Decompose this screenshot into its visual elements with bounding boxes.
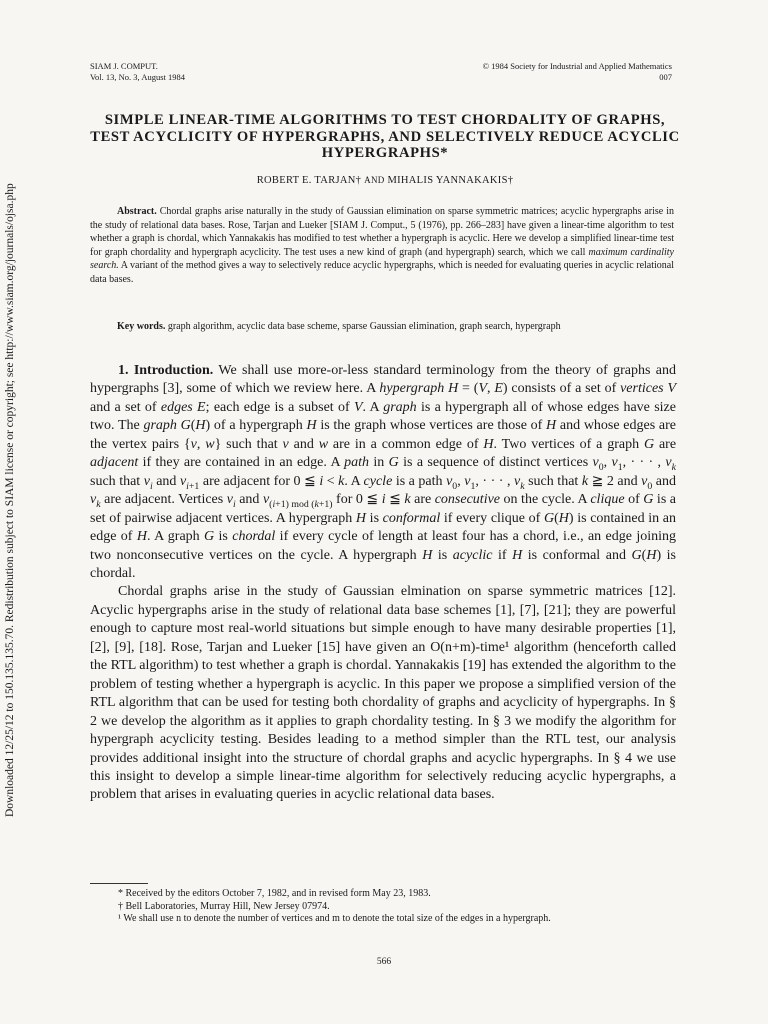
footnote-divider bbox=[90, 883, 148, 884]
footnote-received: * Received by the editors October 7, 1982, and in revised form May 23, 1983. bbox=[118, 888, 431, 899]
author-line bbox=[90, 175, 680, 186]
author-1: ROBERT E. TARJAN† bbox=[256, 175, 362, 186]
journal-header bbox=[90, 61, 672, 83]
footnote-affiliation: † Bell Laboratories, Murray Hill, New Jersey 07974. bbox=[118, 900, 330, 912]
abstract bbox=[90, 205, 674, 286]
keywords-text: graph algorithm, acyclic data base scheme, sparse Gaussian elimination, graph search, hypergraph bbox=[167, 321, 561, 332]
copyright-notice: © 1984 Society for Industrial and Applied Mathematics bbox=[482, 61, 672, 71]
intro-paragraph-2: Chordal graphs arise in the study of Gaussian elmination on sparse symmetric matrices [12]. Acyclic hypergraphs arise in the study of relational data base schemes [1], [7], [21]; they are powerful enough to capture most real-world situations but simple enough to have many desirable properties [1], [2], [9], [18]. Rose, Tarjan and Lueker [15] have given an O(n+m)-time¹ algorithm (henceforth called the RTL algorithm) to test whether a graph is chordal. Yannakakis [19] has extended the algorithm to the problem of testing whether a hypergraph is acyclic. In this paper we propose a simplified version of the RTL algorithm that can be used for testing both chordality of graphs and acyclicity of hypergraphs. In § 2 we develop the algorithm as it applies to graph chordality testing. In § 3 we modify the algorithm for hypergraph acyclicity testing. Besides leading to a method simpler than the RTL test, our analysis provides additional insight into the structure of chordal graphs and acyclic hypergraphs. In § 4 we use this insight to develop a simple linear-time algorithm for selectively reducing acyclic hypergraphs, a problem that arises in evaluating queries in acyclic relational data bases. bbox=[90, 584, 676, 803]
section-heading: 1. Introduction. bbox=[118, 363, 214, 378]
journal-name: SIAM J. COMPUT. bbox=[90, 61, 158, 71]
article-code: 007 bbox=[659, 72, 672, 82]
footnotes bbox=[90, 888, 676, 926]
download-notice: Downloaded 12/25/12 to 150.135.135.70. Redistribution subject to SIAM license or copyright; see http://www.siam.org/journals/ojsa.php bbox=[4, 183, 16, 817]
intro-paragraph-1: 1. Introduction. We shall use more-or-less standard terminology from the theory of graphs and hypergraphs [3], some of which we review here. A hypergraph H = (V, E) consists of a set of vertices V and a set of edges E; each edge is a subset of V. A graph is a hypergraph all of whose edges have size two. The graph G(H) of a hypergraph H is the graph whose vertices are those of H and whose edges are the vertex pairs {v, w} such that v and w are in a common edge of H. Two vertices of a graph G are adjacent if they are contained in an edge. A path in G is a sequence of distinct vertices $v_0$, $v_1$, · · · , $v_k$ such that $v_i$ and $v_{i+1}$ are adjacent for 0 ≦ i < k. A cycle is a path $v_0$, $v_1$, · · · , $v_k$ such that k ≧ 2 and $v_0$ and $v_k$ are adjacent. Vertices $v_i$ and $v_{(i+1) mod (k+1)}$ for 0 ≦ i ≦ k are consecutive on the cycle. A clique of G is a set of pairwise adjacent vertices. A hypergraph H is conformal if every clique of G(H) is contained in an edge of H. A graph G is chordal if every cycle of length at least four has a chord, i.e., an edge joining two nonconsecutive vertices on the cycle. A hypergraph H is acyclic if H is conformal and G(H) is chordal. bbox=[90, 363, 677, 581]
author-2: MIHALIS YANNAKAKIS† bbox=[387, 175, 514, 186]
main-body bbox=[90, 362, 676, 805]
page-number: 566 bbox=[376, 957, 392, 967]
journal-volume: Vol. 13, No. 3, August 1984 bbox=[90, 72, 186, 82]
abstract-emphasis: maximum cardinality search. bbox=[90, 246, 674, 271]
paper-title: SIMPLE LINEAR-TIME ALGORITHMS TO TEST CHORDALITY OF GRAPHS, TEST ACYCLICITY OF HYPERGRAPHS, AND SELECTIVELY REDUCE ACYCLIC HYPERGRAPHS* bbox=[90, 112, 680, 161]
keywords bbox=[90, 320, 674, 334]
keywords-label: Key words. bbox=[117, 321, 166, 332]
footnote-1: ¹ We shall use n to denote the number of vertices and m to denote the total size of the edges in a hypergraph. bbox=[118, 913, 551, 925]
abstract-label: Abstract. bbox=[117, 206, 157, 217]
abstract-text-end: A variant of the method gives a way to selectively reduce acyclic hypergraphs, which is needed for evaluating queries in acyclic relational data bases. bbox=[90, 260, 674, 285]
abstract-text: Chordal graphs arise naturally in the study of Gaussian elimination on sparse symmetric matrices; acyclic hypergraphs arise in the study of relational data bases. Rose, Tarjan and Lueker [SIAM J. Comput., 5 (1976), pp. 266–283] have given a linear-time algorithm to test whether a graph is chordal, which Yannakakis has modified to test whether a hypergraph is acyclic. Here we develop a simplified linear-time test for graph chordality and hypergraph acyclicity. The test uses a new kind of graph (and hypergraph) search, which we call bbox=[90, 206, 674, 258]
author-conjunction: AND bbox=[364, 175, 385, 185]
